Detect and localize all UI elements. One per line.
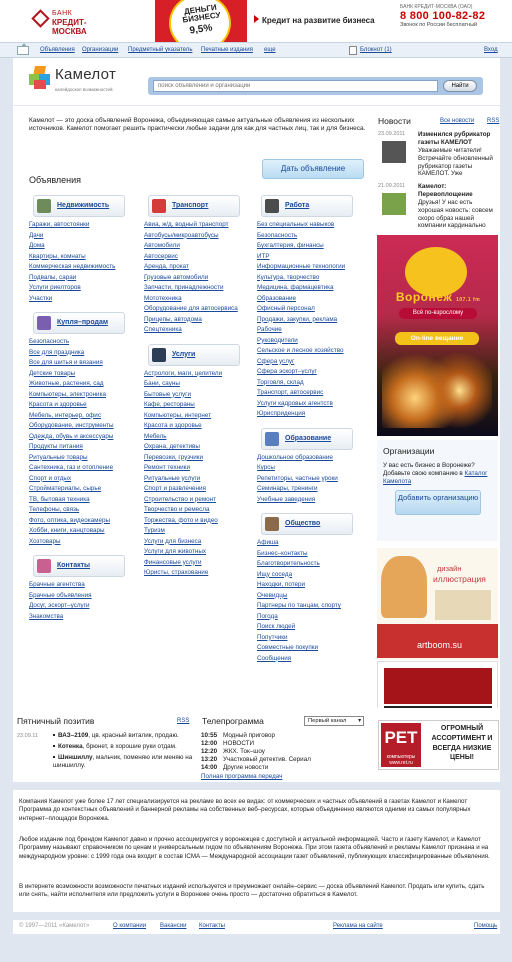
organizations-text — [383, 462, 493, 486]
positive-bold: Шиншиллу — [58, 754, 93, 761]
realty-list — [29, 220, 144, 304]
nav-organizations[interactable]: Организации — [82, 47, 119, 53]
list-item[interactable]: Безопасность — [29, 338, 70, 345]
list-item[interactable]: Астрологи, маги, целители — [144, 369, 223, 377]
list-item[interactable]: Дачи — [29, 231, 44, 239]
list-item[interactable]: Торжества, фото и видео — [144, 516, 218, 524]
list-item[interactable]: Культура, творчество — [257, 273, 320, 281]
bank-logo — [34, 10, 116, 34]
tv-time: 14:00 — [201, 764, 218, 771]
services-list — [144, 369, 259, 579]
organizations-box — [377, 440, 498, 541]
list-item[interactable]: Услуги риелторов — [29, 284, 81, 291]
tv-title: ЖКХ. Ток–шоу — [223, 748, 265, 755]
tv-title: Другие новости — [223, 764, 269, 771]
organizations-heading: Организации — [383, 446, 435, 456]
books-icon — [265, 432, 279, 446]
list-item[interactable]: Все для праздника — [29, 348, 85, 356]
transport-list — [144, 220, 259, 336]
list-item[interactable]: Оборудование, инструменты — [29, 422, 114, 429]
list-item[interactable]: Дома — [29, 242, 45, 249]
top-banner-ad[interactable] — [0, 0, 512, 42]
list-item[interactable]: Мототехника — [144, 294, 182, 302]
cartoon-scene — [435, 590, 491, 620]
list-item[interactable]: Досуг, эскорт–услуги — [29, 602, 90, 609]
list-item[interactable]: Туризм — [144, 527, 165, 534]
list-item[interactable]: Транспорт, автосервис — [257, 389, 324, 396]
login-link[interactable]: Вход — [484, 47, 498, 53]
ads-heading: Объявления — [29, 175, 82, 185]
list-item[interactable]: Услуги кадровых агентств — [257, 399, 333, 407]
promo-line: ДЕНЬГИ БИЗНЕСУ — [181, 2, 222, 25]
list-item[interactable]: Брачные агентства — [29, 581, 85, 588]
list-item[interactable]: Телефоны, связь — [29, 506, 80, 513]
category-buysell[interactable] — [29, 312, 144, 337]
tv-row — [201, 748, 265, 756]
list-item[interactable]: Без специальных навыков — [257, 221, 335, 228]
category-realty[interactable] — [29, 195, 144, 220]
list-item[interactable]: Ритуальные товары — [29, 453, 88, 461]
list-item[interactable]: Охрана, детективы — [144, 443, 200, 450]
list-item[interactable]: Все для шитья и вязания — [29, 359, 103, 366]
category-education[interactable] — [257, 428, 372, 453]
list-item[interactable]: Красота и здоровье — [144, 422, 202, 429]
banner-headline-text: Кредит на развитие бизнеса — [262, 16, 375, 25]
positive-row — [53, 732, 193, 740]
shopping-icon — [37, 316, 51, 330]
list-item[interactable]: Благотворительность — [257, 560, 320, 567]
category-services-title[interactable]: Услуги — [172, 350, 196, 358]
list-item[interactable]: Автобусы/микроавтобусы — [144, 231, 219, 239]
category-services[interactable] — [144, 344, 259, 369]
org-text-before: У вас есть бизнес в Воронеже? Добавьте свою компанию в — [383, 462, 475, 477]
list-item[interactable]: Продукты питания — [29, 443, 83, 450]
list-item[interactable]: Сельское и лесное хозяйство — [257, 347, 344, 354]
list-item[interactable]: Торговля, склад — [257, 378, 304, 386]
list-item[interactable]: Животные, растения, сад — [29, 380, 104, 387]
list-item[interactable]: Коммерческая недвижимость — [29, 263, 116, 270]
list-item[interactable]: Медицина, фармацевтика — [257, 284, 334, 291]
list-item[interactable]: Совместные покупки — [257, 644, 319, 651]
list-item[interactable]: Партнеры по танцам, спорту — [257, 602, 341, 609]
list-item[interactable]: Строительство и ремонт — [144, 495, 217, 503]
list-item[interactable]: Знакомства — [29, 612, 64, 620]
tv-time: 12:20 — [201, 748, 218, 755]
list-item[interactable]: Юрисприденция — [257, 410, 306, 417]
arrow-icon — [254, 15, 259, 23]
list-item[interactable]: Спорт и развлечения — [144, 485, 206, 492]
list-item[interactable]: Брачные объявления — [29, 591, 92, 599]
list-item[interactable]: Дошкольное образование — [257, 453, 333, 461]
news-title[interactable]: Камелот: Перевоплощение — [418, 183, 473, 198]
city-lights-image — [382, 353, 492, 428]
list-item[interactable]: Подвалы, сараи — [29, 273, 77, 281]
category-society-title[interactable]: Общество — [285, 520, 321, 527]
butterfly-icon — [382, 193, 406, 215]
list-item[interactable]: Рабочие — [257, 326, 282, 333]
list-item[interactable]: Хобби, книги, канцтовары — [29, 527, 105, 534]
list-item[interactable]: Учебные заведения — [257, 495, 316, 503]
category-work[interactable] — [257, 195, 372, 220]
positive-row — [53, 743, 193, 751]
footer-help-link[interactable]: Помощь — [474, 923, 498, 929]
all-news-link[interactable]: Все новости — [440, 118, 475, 124]
ret-slogan: ОГРОМНЫЙ АССОРТИМЕНТ И ВСЕГДА НИЗКИЕ ЦЕНЫ! — [431, 725, 493, 762]
list-item[interactable]: Перевозки, грузчики — [144, 453, 204, 461]
home-icon[interactable] — [17, 46, 29, 55]
bank-name: КРЕДИТ-МОСКВА — [52, 18, 87, 36]
tv-channel-value: Первый канал — [308, 718, 347, 724]
tv-title: Участковый детектив. Сериал — [223, 756, 311, 763]
education-list — [257, 453, 372, 506]
list-item[interactable]: Сантехника, газ и отопление — [29, 464, 114, 471]
news-title[interactable]: Изменился рубрикатор газеты КАМЕЛОТ — [418, 131, 491, 146]
radio-freq: 107.1 fm — [456, 297, 481, 303]
list-item[interactable]: Хозтовары — [29, 537, 61, 545]
list-item[interactable]: Спецтехника — [144, 326, 182, 333]
footer-advert-link[interactable]: Реклама на сайте — [333, 923, 383, 929]
category-contacts-title[interactable]: Контакты — [57, 562, 91, 569]
list-item[interactable]: Ремонт техники — [144, 464, 190, 471]
nav-ads[interactable]: Объявления — [40, 47, 75, 53]
intro-text: Камелот — это доска объявлений Воронежа, объединяющая самые актуальные объявления из нескольких источников. Камелот помогает решить практически любые задачи для как для частных лиц, так и для бизнеса. — [29, 117, 366, 133]
notepad-icon — [349, 46, 357, 55]
list-item[interactable]: Красота и здоровье — [29, 401, 87, 408]
ads-column-1 — [29, 191, 144, 622]
list-item[interactable]: Афиша — [257, 539, 279, 546]
artboom-ad[interactable] — [377, 548, 498, 660]
house-icon — [37, 199, 51, 213]
contacts-list — [29, 580, 144, 622]
positive-text: , брюнет, в хорошие руки отдам. — [82, 743, 177, 750]
news-text: Уважаемые читатели! Встречайте обновленный рубрикатор газеты КАМЕЛОТ. Уже — [418, 147, 493, 178]
list-item[interactable]: Компьютеры, интернет — [144, 411, 212, 419]
bank-phone-block — [400, 4, 500, 28]
phone-number: 8 800 100-82-82 — [400, 10, 486, 22]
list-item[interactable]: Образование — [257, 294, 297, 302]
list-item[interactable]: Гаражи, автостоянки — [29, 221, 90, 228]
promo-badge — [155, 0, 247, 42]
news-date: 23.09.2011 — [378, 131, 406, 137]
list-item[interactable]: Бухгалтерия, финансы — [257, 242, 324, 249]
category-society[interactable] — [257, 513, 372, 538]
cartoon-illustration — [381, 556, 427, 618]
list-item[interactable]: Бытовые услуги — [144, 390, 191, 398]
bank-label: БАНК — [52, 10, 73, 17]
list-item[interactable]: Фото, оптика, видеокамеры — [29, 516, 110, 524]
tv-heading: Телепрограмма — [202, 716, 264, 726]
news-heading: Новости — [378, 116, 411, 126]
list-item[interactable]: Погода — [257, 612, 278, 620]
list-item[interactable]: Детские товары — [29, 369, 76, 377]
footer-contacts-link[interactable]: Контакты — [199, 923, 225, 929]
tv-title: НОВОСТИ — [223, 740, 255, 747]
about-paragraph: Любое издание под брендом Камелот давно и прочно ассоциируется у воронежцев с доступной и актуальной информацией. Часто и газету Камелот, и Камелот Программу называют справочником по ценам и универсальным гидом по объявлениям Воронежа. При этом газета объявлений и рекламы Камелот признана и на международном уровне: с 1999 года она входит в состав ICMA — Международной ассоциации газет объявлений, публикующих классифицированные объявления. — [19, 836, 490, 860]
list-item[interactable]: ТВ, бытовая техника — [29, 495, 90, 503]
tv-row — [201, 740, 254, 748]
add-organization-button[interactable]: Добавить организацию — [395, 490, 481, 515]
list-item[interactable]: Сфера услуг — [257, 357, 295, 365]
tv-time: 13:20 — [201, 756, 218, 763]
list-item[interactable]: Авиа, ж/д, водный транспорт — [144, 221, 229, 228]
phone-caption: БАНК КРЕДИТ-МОСКВА (ОАО) — [400, 4, 473, 10]
promo-rate: 9,5% — [188, 22, 214, 37]
newspaper-icon — [382, 141, 406, 163]
top-nav — [0, 42, 512, 58]
logo-name: Камелот — [55, 66, 117, 83]
radio-name — [391, 290, 485, 304]
list-item[interactable]: Мебель, интерьер, офис — [29, 411, 101, 419]
list-item[interactable]: Юристы, страхование — [144, 569, 209, 576]
list-item[interactable]: Стройматериалы, сырье — [29, 485, 102, 492]
ret-logo: РЕТ — [381, 723, 421, 767]
list-item[interactable]: Информационные технологии — [257, 263, 346, 270]
society-list — [257, 538, 372, 664]
footer-about-link[interactable]: О компании — [113, 923, 147, 929]
tv-time: 10:55 — [201, 732, 218, 739]
tv-full-program-link[interactable]: Полная программа передач — [201, 773, 283, 780]
list-item[interactable]: Находки, потери — [257, 581, 306, 588]
radio-slogan: Всё по-взрослому — [399, 308, 477, 319]
list-item[interactable]: Финансовые услуги — [144, 558, 202, 566]
list-item[interactable]: Компьютеры, электроника — [29, 390, 106, 398]
add-ad-button[interactable]: Дать объявление — [262, 159, 364, 179]
list-item[interactable]: Бизнес–контакты — [257, 549, 308, 557]
cube-logo-icon — [29, 66, 51, 90]
tv-title: Модный приговор — [223, 732, 275, 739]
positive-bold: Котенка — [58, 743, 83, 750]
artboom-line1: дизайн — [437, 564, 462, 573]
people-icon — [37, 559, 51, 573]
ret-sub: компьютеры www.ret.ru — [386, 754, 416, 766]
list-item[interactable]: Творчество и ремесла — [144, 506, 210, 513]
notepad-link[interactable]: Блокнот (1) — [360, 47, 392, 53]
list-item[interactable]: Ритуальные услуги — [144, 474, 201, 482]
category-buysell-title[interactable]: Купля–продам — [57, 319, 109, 326]
nav-print-editions[interactable]: Печатные издания — [201, 47, 253, 53]
positive-heading: Пятничный позитив — [17, 716, 95, 726]
list-item[interactable]: Услуги для бизнеса — [144, 537, 202, 545]
list-item[interactable]: Поиск людей — [257, 623, 296, 630]
site-footer — [13, 920, 500, 934]
phone-note: Звонок по России бесплатный — [400, 22, 478, 28]
radio-online-button[interactable]: On-line вещание — [395, 332, 479, 345]
search-input[interactable] — [153, 80, 438, 92]
list-item[interactable]: Очевидцы — [257, 591, 288, 599]
tv-time: 12:00 — [201, 740, 218, 747]
category-transport-title[interactable]: Транспорт — [172, 202, 209, 209]
list-item[interactable]: Репетиторы, частные уроки — [257, 474, 338, 482]
car-icon — [152, 199, 166, 213]
logo-tagline: калейдоскоп возможностей — [55, 87, 113, 92]
positive-row — [53, 754, 193, 770]
news-date: 21.09.2011 — [378, 183, 406, 189]
news-text: Друзья! У нас есть хорошая новость: совсем скоро образ нашей компании кардинально — [418, 199, 493, 230]
banner-headline — [254, 15, 375, 25]
list-item[interactable]: Мебель — [144, 432, 167, 440]
category-contacts[interactable] — [29, 555, 144, 580]
list-item[interactable]: Квартиры, комнаты — [29, 252, 86, 260]
positive-text: , мальчик, поменяю или меняю на шиншиллу. — [53, 754, 193, 769]
positive-bold: ВАЗ–2109 — [58, 732, 89, 739]
main-content — [13, 58, 500, 708]
worker-icon — [152, 348, 166, 362]
list-item[interactable]: Семинары, тренинги — [257, 485, 318, 492]
news-item[interactable] — [378, 183, 498, 231]
list-item[interactable]: Грузовые автомобили — [144, 273, 209, 281]
category-realty-title[interactable]: Недвижимость — [57, 202, 110, 209]
positive-rss-link[interactable]: RSS — [177, 718, 190, 724]
search-button[interactable]: Найти — [443, 80, 477, 92]
bank-logo-icon — [31, 9, 49, 27]
radio-voronezh-ad[interactable] — [377, 235, 498, 436]
flashboom-logo-image — [384, 668, 492, 704]
tv-row — [201, 732, 275, 740]
artboom-line2: иллюстрация — [433, 574, 486, 584]
artboom-domain: artboom.su — [417, 640, 463, 650]
positive-text: , цв. красный виталик, продаю. — [88, 732, 179, 739]
news-item[interactable] — [378, 131, 498, 179]
buysell-list — [29, 337, 144, 547]
about-section — [13, 790, 500, 912]
list-item[interactable]: ИТР — [257, 252, 270, 260]
list-item[interactable]: Одежда, обувь и аксессуары — [29, 432, 114, 440]
catalog-link[interactable]: Каталог Камелота — [383, 470, 488, 485]
list-item[interactable]: Услуги для животных — [144, 548, 207, 555]
category-work-title[interactable]: Работа — [285, 202, 310, 209]
category-education-title[interactable]: Образование — [285, 434, 332, 442]
list-item[interactable]: Кафе, рестораны — [144, 401, 195, 408]
list-item[interactable]: Сообщения — [257, 654, 292, 662]
ads-column-3 — [257, 191, 372, 664]
list-item[interactable]: Автомобили — [144, 242, 180, 249]
list-item[interactable]: Оборудование для автосервиса — [144, 305, 238, 312]
list-item[interactable]: Бани, сауны — [144, 380, 180, 387]
tv-row — [201, 756, 311, 764]
list-item[interactable]: Участки — [29, 294, 53, 302]
list-item[interactable]: Руководители — [257, 336, 298, 344]
chevron-down-icon: ▾ — [358, 718, 361, 724]
list-item[interactable]: Ищу соседа — [257, 570, 293, 578]
radio-name-text: Воронеж — [395, 290, 453, 304]
work-list — [257, 220, 372, 420]
site-header — [13, 58, 500, 106]
list-item[interactable]: Аренда, прокат — [144, 263, 189, 270]
list-item[interactable]: Сфера эскорт–услуг — [257, 368, 317, 375]
footer-vacancies-link[interactable]: Вакансии — [160, 923, 187, 929]
tv-row — [201, 764, 268, 772]
group-icon — [265, 517, 279, 531]
search-bar — [148, 77, 483, 95]
site-logo[interactable] — [29, 66, 139, 100]
category-transport[interactable] — [144, 195, 259, 220]
list-item[interactable]: Автосервис — [144, 252, 178, 260]
about-paragraph: Компания Камелот уже более 17 лет специализируется на рекламе во всех ее видах: от коммерческих и частных объявлений в газетах Камелот и Камелот Программа до контекстных объявлений и баннерной рекламы на собственных веб–ресурсах, которые объединенно являются одними из самых популярных интернет–площадок Воронежа. — [19, 798, 471, 822]
briefcase-icon — [265, 199, 279, 213]
list-item[interactable]: Курсы — [257, 464, 275, 471]
list-item[interactable]: Попутчики — [257, 633, 288, 641]
list-item[interactable]: Прицепы, автодома — [144, 315, 202, 323]
list-item[interactable]: Запчасти, принадлежности — [144, 284, 224, 291]
copyright: © 1997—2011 «Камелот» — [19, 923, 90, 929]
nav-more[interactable]: еще — [264, 47, 276, 53]
about-paragraph: В интернете возможности возможности печатных изданий используется и преумножает онлайн–сервис — доска объявлений Камелот. Продать или купить, сдать или снять, найти исполнителя или предложить услуги в Воронеже очень просто — достаточно обратиться в Камелот. — [19, 883, 485, 899]
list-item[interactable]: Продажи, закупки, реклама — [257, 315, 338, 323]
ads-column-2 — [144, 191, 259, 579]
positive-date: 23.09.11 — [17, 733, 39, 739]
list-item[interactable]: Спорт и отдых — [29, 474, 72, 482]
nav-subject-index[interactable]: Предметный указатель — [128, 47, 193, 53]
list-item[interactable]: Офисный персонал — [257, 305, 315, 312]
list-item[interactable]: Безопасность — [257, 231, 298, 239]
tv-channel-select[interactable] — [304, 716, 364, 726]
ret-ad[interactable] — [378, 720, 499, 770]
news-rss-link[interactable]: RSS — [487, 118, 500, 124]
